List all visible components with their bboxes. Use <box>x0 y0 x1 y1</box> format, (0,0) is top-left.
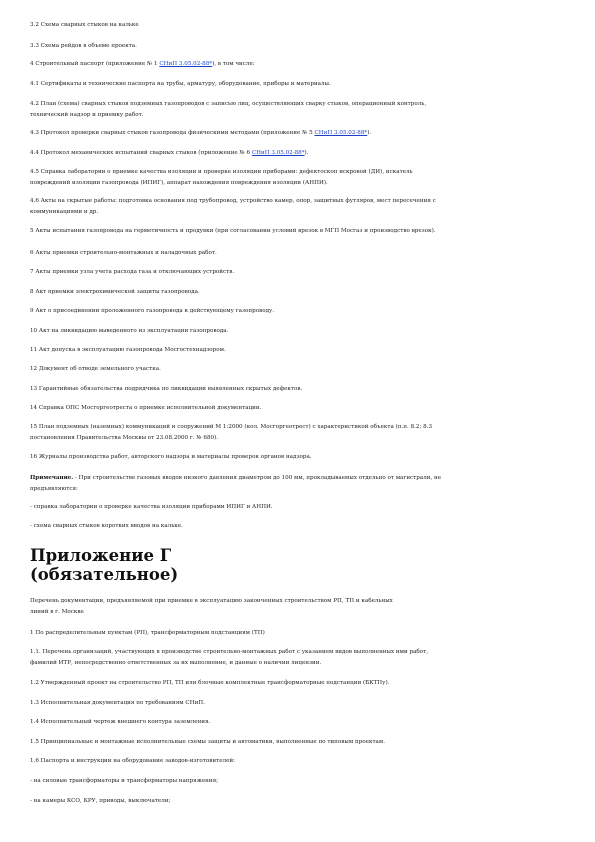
item-4-4: 4.4 Протокол механических испытаний сварных стыков (приложение № 6 СНиП 3.05.02-88*). <box>30 150 309 156</box>
item-1-2: 1.2 Утвержденный проект на строительство РП, ТП или блочные комплектные трансформаторные подстанции (БКТПу). <box>30 680 390 686</box>
item-16: 16 Журналы производства работ, авторского надзора и материалы проверок органов надзора. <box>30 454 312 460</box>
note-paragraph: Примечание. - При строительстве газовых вводов низкого давления диаметром до 100 мм, прокладываемых отдельно от магистрали, не предъявляются: <box>30 475 442 492</box>
snip-link[interactable]: СНиП 3.05.02-88* <box>159 61 213 67</box>
item-13: 13 Гарантийные обязательства подрядчика по ликвидации выявленных скрытых дефектов. <box>30 386 303 392</box>
item-11: 11 Акт допуска в эксплуатацию газопровода Мосгостехнадзором. <box>30 347 226 353</box>
note-label: Примечание. <box>30 475 74 481</box>
note-bullet: - схема сварных стыков коротких вводов на кальке. <box>30 523 183 529</box>
item-6: 6 Акты приемки строительно-монтажных и наладочных работ. <box>30 250 217 256</box>
item-12: 12 Документ об отводе земельного участка. <box>30 366 161 372</box>
appendix-title: Приложение Г (обязательное) <box>30 546 179 584</box>
item-1-3: 1.3 Исполнительная документация по требованиям СНиП. <box>30 700 205 706</box>
item-3-2: 3.2 Схема сварных стыков на кальке <box>30 22 139 28</box>
item-4-3: 4.3 Протокол проверки сварных стыков газопровода физическими методами (приложение № 5 СНиП 3.05.02-88*). <box>30 130 372 136</box>
item-5: 5 Акты испытания газопровода на герметичность и продувки (при согласовании условий врезок в МГП Мосгаз и производство врезок). <box>30 228 436 234</box>
note-bullet: - справка лаборатории о проверке качества изоляции приборами ИПИГ и АНПИ. <box>30 504 273 510</box>
item-7: 7 Акты приемки узла учета расхода газа и отключающих устройств. <box>30 269 235 275</box>
list-item: - на силовые трансформаторы и трансформаторы напряжения; <box>30 778 219 784</box>
item-1-4: 1.4 Исполнительный чертеж внешнего контура заземления. <box>30 719 211 725</box>
appendix-intro: Перечень документации, предъявляемой при приемке в эксплуатацию законченных строительством РП, ТП и кабельных линий в г. Москве <box>30 598 393 615</box>
list-item: - на камеры КСО, КРУ, приводы, выключатели; <box>30 798 171 804</box>
item-4-1: 4.1 Сертификаты и технические паспорта на трубы, арматуру, оборудование, приборы и материалы. <box>30 81 331 87</box>
item-9: 9 Акт о присоединении проложенного газопровода к действующему газопроводу. <box>30 308 275 314</box>
item-4: 4 Строительный паспорт (приложение № 1 СНиП 3.05.02-88*), в том числе: <box>30 61 255 67</box>
section-1-heading: 1 По распределительным пунктам (РП), трансформаторным подстанциям (ТП) <box>30 630 265 636</box>
item-4-2: 4.2 План (схема) сварных стыков подземных газопроводов с записью лиц, осуществляющих сварку стыков, операционный контроль, технический надзор и приемку работ. <box>30 101 427 118</box>
item-4-6: 4.6 Акты на скрытые работы: подготовка основания под трубопровод, устройство камер, опор, защитных футляров, мест пересечения с коммуникациями и др. <box>30 198 436 215</box>
item-10: 10 Акт на ликвидацию выведенного из эксплуатации газопровода. <box>30 328 229 334</box>
item-15: 15 План подземных (наземных) коммуникаций и сооружений М 1:2000 (кол. Мосгоргеотрест) с характеристикой объекта (п.п. 8.2; 8.3 постановления Правительства Москвы от 23.08.2000 г. № 680). <box>30 424 433 441</box>
snip-link[interactable]: СНиП 3.05.02-88* <box>314 130 368 136</box>
snip-link[interactable]: СНиП 3.05.02-88* <box>251 150 305 156</box>
item-1-5: 1.5 Принципиальные и монтажные исполнительные схемы защиты и автоматики, выполненные по типовым проектам. <box>30 739 386 745</box>
item-1-6: 1.6 Паспорта и инструкции на оборудование заводов-изготовителей: <box>30 758 236 764</box>
item-8: 8 Акт приемки электрохимической защиты газопровода. <box>30 289 200 295</box>
item-3-3: 3.3 Схема рейдов в объеме проекта. <box>30 43 137 49</box>
item-14: 14 Справка ОПС Мосгоргеотреста о приемке исполнительной документации. <box>30 405 262 411</box>
item-4-5: 4.5 Справка лаборатории о приемке качества изоляции и проверке изоляции приборами: дефектоскоп искровой (ДИ), искатель повреждений изоляции газопровода (ИПИГ), аппарат нахождения повреждения изоляции (АНПИ). <box>30 169 413 186</box>
item-1-1: 1.1. Перечень организаций, участвующих в производстве строительно-монтажных работ с указанием видов выполненных ими работ, фамилий ИТР, непосредственно ответственных за их выполнение, и данные о наличии лицензии. <box>30 649 429 666</box>
